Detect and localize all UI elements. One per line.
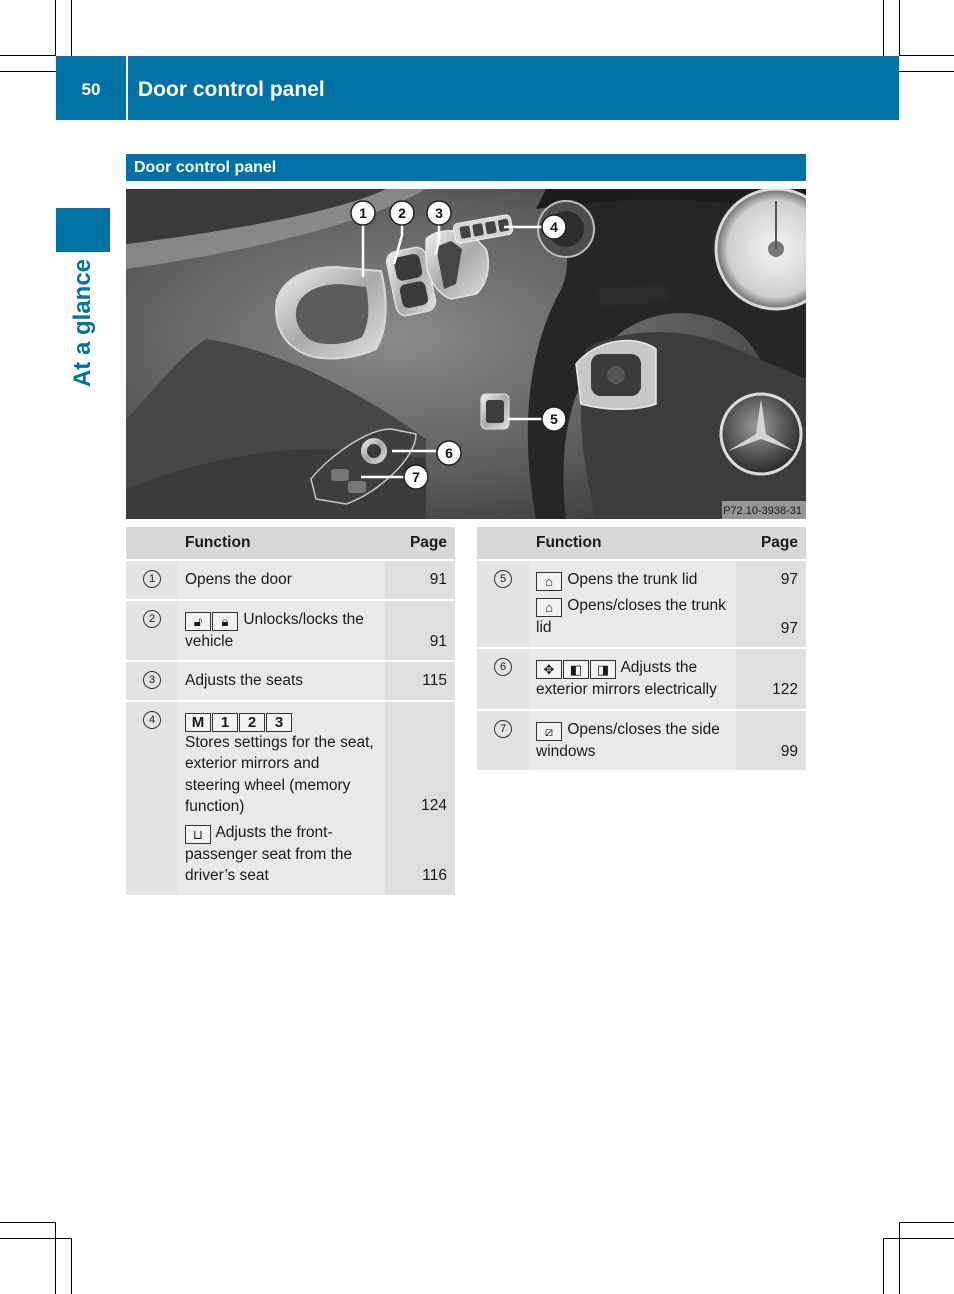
trunk-icon: ⌂ <box>536 572 562 591</box>
crop-mark <box>883 1238 954 1239</box>
page-ref: 91 <box>385 600 455 662</box>
function-text: Opens/closes the side windows <box>536 720 720 760</box>
row-number: 6 <box>494 658 512 676</box>
header-divider <box>126 56 128 120</box>
trunk-icon: ⌂ <box>536 598 562 617</box>
crop-mark <box>899 55 954 56</box>
table-row <box>126 701 455 895</box>
function-text: Adjusts the seats <box>185 672 304 689</box>
crop-mark <box>899 1222 954 1223</box>
door-control-panel-photo <box>126 189 806 519</box>
memory-1-button-icon: 1 <box>212 713 238 732</box>
table-row <box>126 560 455 600</box>
function-table-right <box>477 527 806 770</box>
function-text: Opens the door <box>185 571 292 588</box>
svg-text:1: 1 <box>359 205 367 221</box>
crop-mark <box>55 0 56 56</box>
crop-mark <box>71 1238 72 1294</box>
window-icon: ⧄ <box>536 722 562 741</box>
crop-mark <box>899 71 954 72</box>
svg-text:7: 7 <box>412 469 420 485</box>
crop-mark <box>883 1238 884 1294</box>
row-number: 7 <box>494 720 512 738</box>
mirror-right-icon: ◨ <box>590 660 616 679</box>
crop-mark <box>0 1238 72 1239</box>
page-number: 50 <box>81 80 101 99</box>
crop-mark <box>0 55 56 56</box>
mirror-left-icon: ◧ <box>563 660 589 679</box>
function-text: Opens/closes the trunk lid <box>536 597 726 636</box>
chapter-side-label: At a glance <box>69 258 96 388</box>
page-ref: 124 <box>421 796 447 814</box>
page-ref: 97 <box>780 571 798 588</box>
lock-icon: 🔒︎ <box>212 612 238 631</box>
table-row <box>126 661 455 701</box>
table-row <box>477 648 806 710</box>
page-header <box>56 56 899 120</box>
function-table-left <box>126 527 455 895</box>
page-ref: 122 <box>736 648 806 710</box>
chapter-tab-marker <box>56 208 110 252</box>
header-number <box>126 527 178 560</box>
function-text: Adjusts the exterior mirrors electrically <box>536 659 717 698</box>
crop-mark <box>899 0 900 56</box>
svg-text:6: 6 <box>445 445 453 461</box>
section-title: Door control panel <box>126 154 806 181</box>
crop-mark <box>883 0 884 56</box>
memory-3-button-icon: 3 <box>266 713 292 732</box>
page-ref: 99 <box>736 710 806 771</box>
image-reference-code: P72.10-3938-31 <box>723 505 802 517</box>
row-number: 2 <box>143 610 161 628</box>
mirror-adjust-icon: ✥ <box>536 660 562 679</box>
header-number <box>477 527 529 560</box>
unlock-icon: 🔓︎ <box>185 612 211 631</box>
row-number: 4 <box>143 711 161 729</box>
table-row <box>126 600 455 662</box>
memory-2-button-icon: 2 <box>239 713 265 732</box>
page-title: Door control panel <box>138 78 325 101</box>
crop-mark <box>0 71 56 72</box>
header-function: Function <box>529 527 736 560</box>
svg-text:4: 4 <box>550 219 558 235</box>
page-ref: 97 <box>780 619 798 637</box>
door-panel-illustration <box>126 189 806 519</box>
header-page: Page <box>385 527 455 560</box>
function-text: Adjusts the front-passenger seat from the driver’s seat <box>185 823 353 884</box>
passenger-seat-icon: ⊔ <box>185 825 211 844</box>
row-number: 3 <box>143 671 161 689</box>
function-text: Opens the trunk lid <box>567 571 698 588</box>
table-row <box>477 560 806 648</box>
row-number: 1 <box>143 570 161 588</box>
crop-mark <box>899 1222 900 1294</box>
header-page: Page <box>736 527 806 560</box>
header-function: Function <box>178 527 385 560</box>
page-ref: 116 <box>422 867 447 884</box>
page-ref: 91 <box>385 560 455 600</box>
memory-m-button-icon: M <box>185 713 211 732</box>
row-number: 5 <box>494 570 512 588</box>
page-ref: 115 <box>385 661 455 701</box>
crop-mark <box>55 1222 56 1294</box>
function-text: Unlocks/locks the vehicle <box>185 610 364 650</box>
svg-text:3: 3 <box>435 205 443 221</box>
svg-text:5: 5 <box>550 411 558 427</box>
svg-text:2: 2 <box>398 205 406 221</box>
crop-mark <box>0 1222 56 1223</box>
table-row <box>477 710 806 771</box>
crop-mark <box>71 0 72 56</box>
function-text: Stores settings for the seat, exterior mirrors and steering wheel (memory function) <box>185 733 374 815</box>
